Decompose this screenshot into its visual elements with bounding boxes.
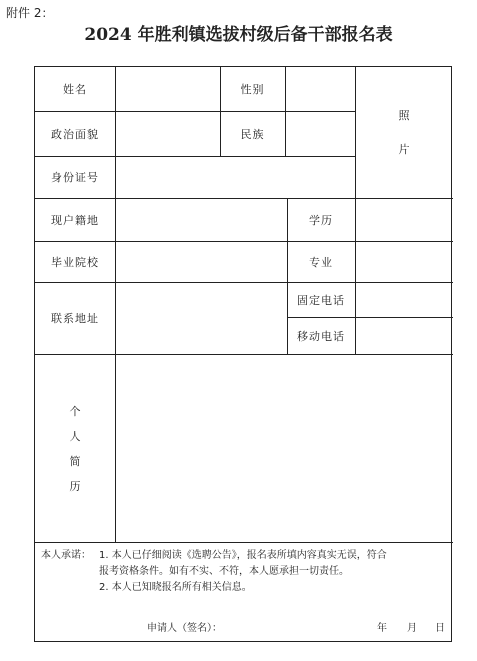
form-title: 2024 年胜利镇选拔村级后备干部报名表 xyxy=(84,25,393,45)
pledge-prefix: 本人承诺： xyxy=(41,550,91,561)
school-label: 毕业院校 xyxy=(51,255,99,269)
pledge-line-3: 2. 本人已知晓报名所有相关信息。 xyxy=(99,582,252,593)
photo-label-2: 片 xyxy=(398,143,410,156)
gender-label: 性别 xyxy=(240,83,265,96)
annex-label: 附件 2： xyxy=(6,6,54,20)
pledge-line-1: 1. 本人已仔细阅读《选聘公告》，报名表所填内容真实无误，符合 xyxy=(99,550,387,561)
id-number-label: 身份证号 xyxy=(51,171,99,184)
resume-label-4: 历 xyxy=(69,480,81,493)
name-label: 姓名 xyxy=(63,83,87,96)
education-label: 学历 xyxy=(309,213,333,227)
photo-label-1: 照 xyxy=(398,109,410,122)
column-line xyxy=(285,67,286,156)
landline-label: 固定电话 xyxy=(297,293,345,307)
resume-label-2: 人 xyxy=(69,430,81,443)
applicant-signature-label: 申请人（签名）： xyxy=(147,623,222,634)
ethnicity-label: 民族 xyxy=(240,127,265,141)
column-line xyxy=(115,67,116,542)
resume-label-1: 个 xyxy=(69,405,81,418)
address-label: 联系地址 xyxy=(51,312,99,325)
month-label: 月 xyxy=(407,623,417,634)
day-label: 日 xyxy=(435,623,445,634)
politics-label: 政治面貌 xyxy=(51,127,99,141)
registration-form-table xyxy=(34,66,452,642)
year-label: 年 xyxy=(377,623,387,634)
row-line xyxy=(35,354,453,355)
mobile-label: 移动电话 xyxy=(297,329,345,343)
major-label: 专业 xyxy=(309,255,333,269)
column-line xyxy=(355,67,356,354)
household-label: 现户籍地 xyxy=(51,213,99,227)
resume-label-3: 简 xyxy=(69,455,81,468)
row-line xyxy=(35,542,453,543)
pledge-line-2: 报考资格条件。如有不实、不符，本人愿承担一切责任。 xyxy=(99,566,349,577)
